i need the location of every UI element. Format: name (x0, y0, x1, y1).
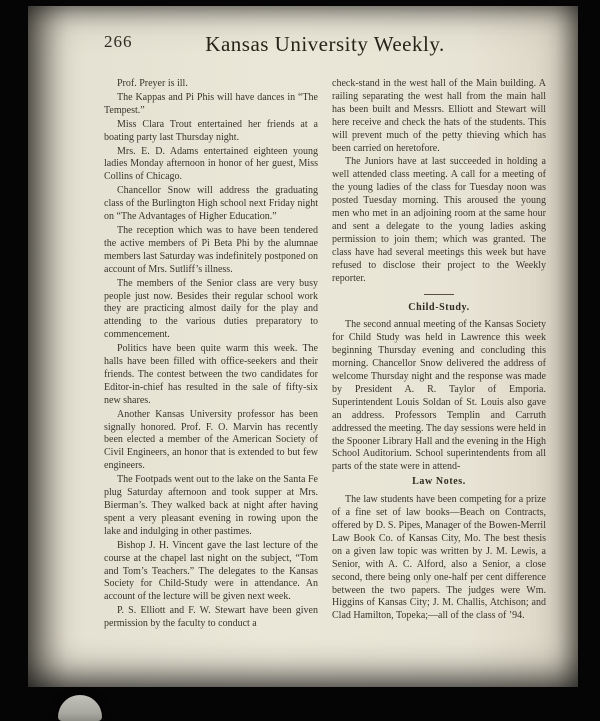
page-number: 266 (104, 32, 133, 51)
paragraph-continuation: check-stand in the west hall of the Main building. A railing separating the west hall from the main hall has been built and Messrs. Elliott and Stewart will here receive and check the hats of the students. This will prevent much of the petty thieving which has been carried on heretofore. (332, 78, 546, 154)
paragraph: Politics have been quite warm this week. The halls have been filled with office-seekers and their friends. The contest between the two candidates for Editor-in-chief has resulted in the sale of fifty-six new shares. (104, 343, 318, 406)
thumb-shadow (58, 695, 102, 721)
section-divider (424, 294, 454, 295)
paragraph: The Footpads went out to the lake on the Santa Fe plug Saturday afternoon and took supper at Mrs. Bierman’s. They walked back at night after having spent a very pleasant evening in rowing upon the lake and indulging in other pastimes. (104, 474, 318, 537)
paragraph: Miss Clara Trout entertained her friends at a boating party last Thursday night. (104, 118, 318, 143)
paragraph: Bishop J. H. Vincent gave the last lecture of the course at the chapel last night on the subject, “Tom and Tom’s Teachers.” The delegates to the Kansas Society for Child-Study were in attendance. An account of the lecture will be given next week. (104, 539, 318, 603)
page-header (28, 6, 578, 66)
right-column (332, 78, 546, 632)
paragraph: The Juniors have at last succeeded in holding a well attended class meeting. A call for a meeting of the young ladies of the class for Tuesday noon was posted Tuesday morning. This aroused the young men who met in an adjoining room at the same hour and sent a delegate to the young ladies asking permission to join them; which was granted. The class have had several meetings this week but have refused to disclose their project to the Weekly reporter. (332, 156, 546, 284)
paragraph: The Kappas and Pi Phis will have dances in “The Tempest.” (104, 91, 318, 116)
page (28, 6, 578, 687)
paragraph: Mrs. E. D. Adams entertained eighteen young ladies Monday afternoon in honor of her guest, Miss Collins of Chicago. (104, 145, 318, 183)
section-heading-child-study: Child-Study. (408, 301, 470, 313)
paragraph: The reception which was to have been tendered the active members of Pi Beta Phi by the alumnae members last Saturday was indefinitely postponed on account of Mrs. Sutliff’s illness. (104, 224, 318, 275)
page-title: Kansas University Weekly. (205, 32, 445, 56)
paragraph: Chancellor Snow will address the graduating class of the Burlington High school next Friday night on “The Advantages of Higher Education.” (104, 185, 318, 223)
left-column (104, 78, 318, 632)
paragraph: P. S. Elliott and F. W. Stewart have been given permission by the faculty to conduct a (104, 605, 318, 630)
section-heading-law-notes: Law Notes. (412, 476, 466, 488)
paragraph: Another Kansas University professor has been signally honored. Prof. F. O. Marvin has recently been elected a member of the American Society of Civil Engineers, an honor that is extended to but few engineers. (104, 408, 318, 472)
page-content (28, 66, 578, 632)
paragraph: The second annual meeting of the Kansas Society for Child Study was held in Lawrence this week beginning Thursday evening and concluding this morning. Chancellor Snow delivered the address of welcome Thursday night and the response was made by President A. R. Taylor of Emporia. Superintendent Louis Soldan of St. Louis also gave an address. Professors Templin and Carruth addressed the meeting. The day sessions were held in the Spooner Library Hall and the evening in the High School Auditorium. School superintendents from all parts of the state were in attend- (332, 319, 546, 473)
paragraph: The members of the Senior class are very busy people just now. Besides their regular school work they are practicing almost daily for the play and attending to the various duties preparatory to commencement. (104, 277, 318, 341)
paragraph: The law students have been competing for a prize of a fine set of law books—Beach on Contracts, offered by D. S. Pipes, Manager of the Bowen-Merril Law Book Co. of Kansas City, Mo. The best thesis on a given law topic was written by J. M. Lewis, a Senior, with A. C. Alford, also a Senior, a close second, there being only one-half per cent difference between the two papers. The judges were Wm. Higgins of Kansas City; J. M. Challis, Atchison; and Clad Hamilton, Topeka;—all of the class of ’94. (332, 494, 546, 622)
paragraph: Prof. Preyer is ill. (117, 78, 188, 89)
